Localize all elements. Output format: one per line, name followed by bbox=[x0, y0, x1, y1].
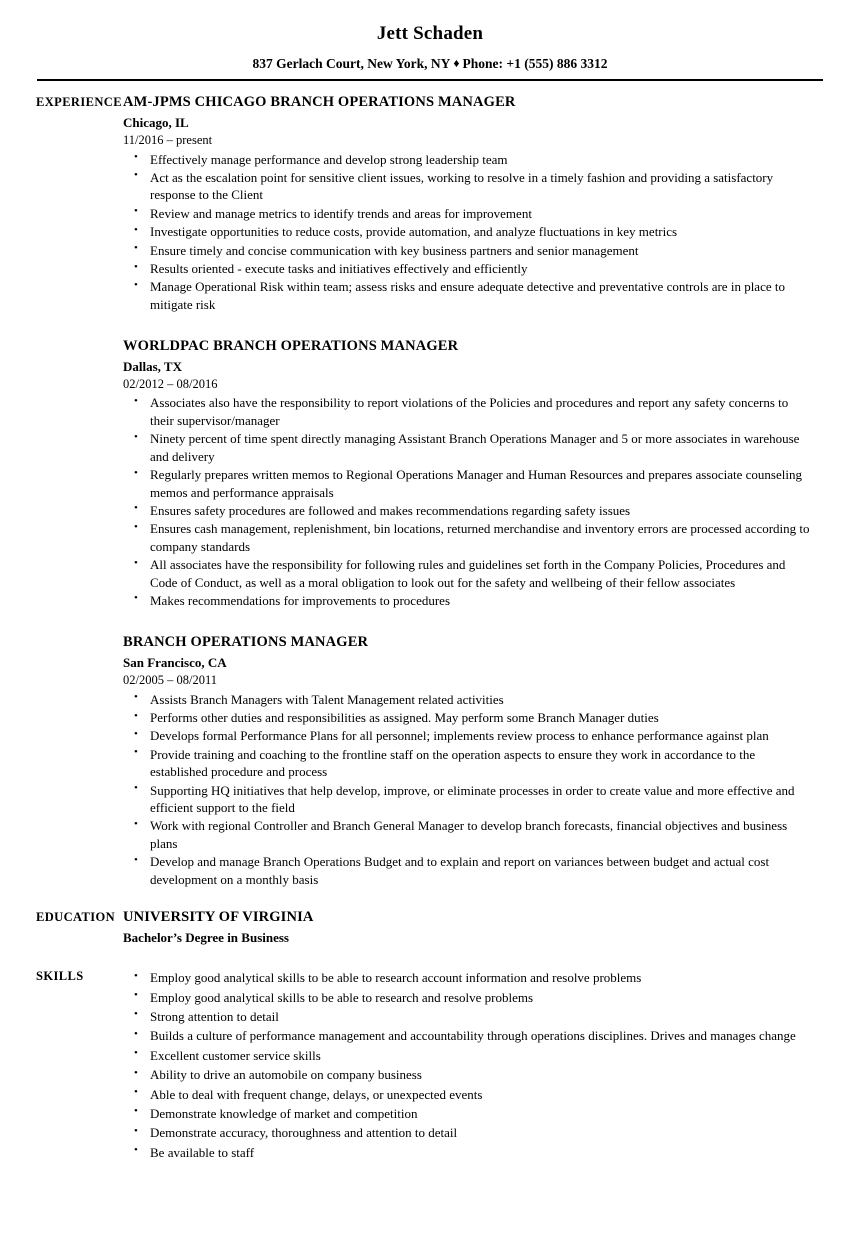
list-item: • Strong attention to detail bbox=[123, 1008, 810, 1025]
list-item: • Excellent customer service skills bbox=[123, 1047, 810, 1064]
candidate-name: Jett Schaden bbox=[376, 23, 484, 44]
list-item: • Demonstrate accuracy, thoroughness and attention to detail bbox=[123, 1124, 810, 1141]
list-item: • All associates have the responsibility for following rules and guidelines set forth in the Company Policies, Procedures and Code of Conduct, as well as a moral obligation to look out for the safety and wellbeing of their fellow associates bbox=[123, 556, 810, 591]
list-item: • Be available to staff bbox=[123, 1144, 810, 1161]
list-item: • Manage Operational Risk within team; assess risks and ensure adequate detective and preventative controls are in place to mitigate risk bbox=[123, 278, 810, 313]
list-item: • Develops formal Performance Plans for all personnel; implements review process to enhance performance against plan bbox=[123, 727, 810, 744]
list-item: • Assists Branch Managers with Talent Management related activities bbox=[123, 691, 810, 708]
job-bullet-list bbox=[123, 151, 810, 314]
section-education bbox=[0, 908, 860, 947]
list-item: • Associates also have the responsibility to report violations of the Policies and procedures and report any safety concerns to their supervisor/manager bbox=[123, 394, 810, 429]
list-item: • Investigate opportunities to reduce costs, provide automation, and analyze fluctuations in key metrics bbox=[123, 223, 810, 240]
experience-body bbox=[120, 93, 860, 888]
job-dates: 02/2012 – 08/2016 bbox=[123, 376, 218, 391]
list-item: • Ensures safety procedures are followed and makes recommendations regarding safety issues bbox=[123, 502, 810, 519]
job-title: WORLDPAC BRANCH OPERATIONS MANAGER bbox=[123, 338, 459, 355]
list-item: • Employ good analytical skills to be able to research account information and resolve problems bbox=[123, 969, 810, 986]
section-label-experience: EXPERIENCE bbox=[36, 95, 122, 110]
skills-bullet-list bbox=[123, 969, 810, 1161]
list-item: • Effectively manage performance and develop strong leadership team bbox=[123, 151, 810, 168]
job-title: AM-JPMS CHICAGO BRANCH OPERATIONS MANAGER bbox=[123, 94, 516, 111]
skills-body bbox=[120, 967, 860, 1161]
job-entry bbox=[123, 93, 810, 313]
job-location: Chicago, IL bbox=[123, 115, 189, 131]
job-title: BRANCH OPERATIONS MANAGER bbox=[123, 634, 369, 651]
list-item: • Ninety percent of time spent directly managing Assistant Branch Operations Manager and 5 or more associates in warehouse and delivery bbox=[123, 430, 810, 465]
job-entry bbox=[123, 633, 810, 888]
list-item: • Makes recommendations for improvements to procedures bbox=[123, 592, 810, 609]
job-dates: 02/2005 – 08/2011 bbox=[123, 672, 217, 687]
education-body bbox=[120, 908, 860, 947]
list-item: • Able to deal with frequent change, delays, or unexpected events bbox=[123, 1086, 810, 1103]
job-location: San Francisco, CA bbox=[123, 655, 227, 671]
education-degree: Bachelor’s Degree in Business bbox=[123, 929, 289, 945]
education-school: UNIVERSITY OF VIRGINIA bbox=[123, 909, 314, 926]
job-bullet-list bbox=[123, 691, 810, 888]
list-item: • Develop and manage Branch Operations Budget and to explain and report on variances between budget and actual cost development on a monthly basis bbox=[123, 853, 810, 888]
job-location: Dallas, TX bbox=[123, 359, 182, 375]
list-item: • Supporting HQ initiatives that help develop, improve, or eliminate processes in order to create value and more effective and efficient support to the field bbox=[123, 782, 810, 817]
list-item: • Performs other duties and responsibilities as assigned. May perform some Branch Manager duties bbox=[123, 709, 810, 726]
section-skills bbox=[0, 967, 860, 1161]
list-item: • Ensure timely and concise communication with key business partners and senior management bbox=[123, 242, 810, 259]
contact-line bbox=[0, 55, 860, 73]
phone-text: Phone: +1 (555) 886 3312 bbox=[462, 55, 608, 71]
list-item: • Regularly prepares written memos to Regional Operations Manager and Human Resources and prepares associate counseling memos and performance appraisals bbox=[123, 466, 810, 501]
resume-content bbox=[0, 81, 860, 1161]
list-item: • Results oriented - execute tasks and initiatives effectively and efficiently bbox=[123, 260, 810, 277]
list-item: • Review and manage metrics to identify trends and areas for improvement bbox=[123, 205, 810, 222]
address-text: 837 Gerlach Court, New York, NY bbox=[252, 55, 451, 71]
job-bullet-list bbox=[123, 394, 810, 609]
list-item: • Demonstrate knowledge of market and competition bbox=[123, 1105, 810, 1122]
diamond-separator-icon: ♦ bbox=[453, 55, 460, 70]
resume-header bbox=[0, 0, 860, 81]
list-item: • Ability to drive an automobile on company business bbox=[123, 1066, 810, 1083]
section-label-skills: SKILLS bbox=[36, 969, 84, 984]
section-label-education: EDUCATION bbox=[36, 910, 116, 925]
job-entry bbox=[123, 337, 810, 609]
list-item: • Provide training and coaching to the frontline staff on the operation aspects to ensure they work in accordance to the established procedure and process bbox=[123, 746, 810, 781]
list-item: • Work with regional Controller and Branch General Manager to develop branch forecasts, financial objectives and business plans bbox=[123, 817, 810, 852]
list-item: • Employ good analytical skills to be able to research and resolve problems bbox=[123, 989, 810, 1006]
job-dates: 11/2016 – present bbox=[123, 132, 213, 147]
list-item: • Ensures cash management, replenishment, bin locations, returned merchandise and inventory errors are processed according to company standards bbox=[123, 520, 810, 555]
list-item: • Act as the escalation point for sensitive client issues, working to resolve in a timely fashion and providing a satisfactory response to the Client bbox=[123, 169, 810, 204]
list-item: • Builds a culture of performance management and accountability through operations disciplines. Drives and manages change bbox=[123, 1027, 810, 1044]
section-experience bbox=[0, 93, 860, 888]
